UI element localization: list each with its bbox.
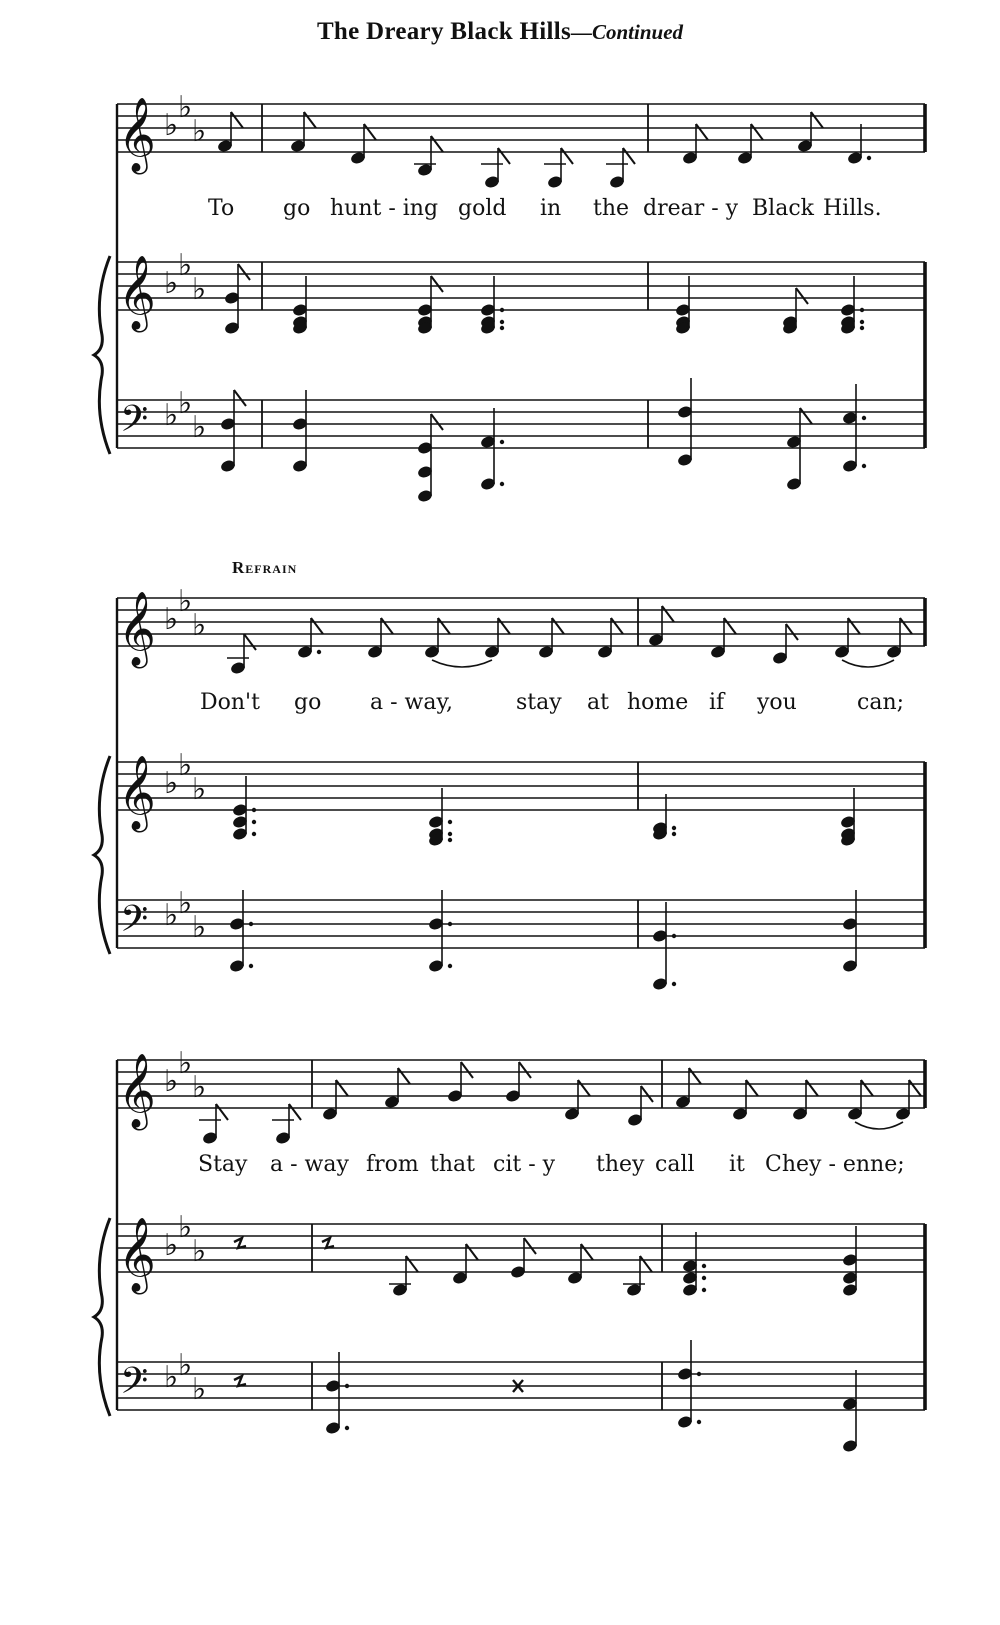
note-flag [289,1104,301,1120]
treble-clef-icon: 𝄞 [118,756,156,830]
augmentation-dot [702,1264,706,1268]
note-flag [406,1256,418,1272]
lyric-syllable: a - way, [370,690,453,715]
lyric-syllable: they [596,1152,645,1177]
note-flag [466,1244,478,1260]
note-flag [746,1080,758,1096]
flat-sign-icon: ♭ [164,898,179,933]
note-flag [519,1062,531,1078]
augmentation-dot [672,832,676,836]
flat-sign-icon: ♭ [192,1070,207,1105]
note-flag [498,148,510,164]
augmentation-dot [448,838,452,842]
note-flag [244,634,256,650]
note-flag [216,1104,228,1120]
flat-sign-icon: ♭ [192,608,207,643]
note-flag [806,1080,818,1096]
augmentation-dot [500,326,504,330]
augmentation-dot [448,832,452,836]
tie [842,660,894,667]
augmentation-dot [252,832,256,836]
augmentation-dot [500,440,504,444]
flat-sign-icon: ♭ [164,108,179,143]
lyric-syllable: in [540,196,562,221]
note-flag [689,1068,701,1084]
lyric-syllable: To [208,196,235,221]
augmentation-dot [697,1372,701,1376]
tie [855,1122,903,1129]
note-flag [381,618,393,634]
lyric-syllable: you [757,690,797,715]
augmentation-dot [500,308,504,312]
treble-clef-icon: 𝄞 [118,98,156,172]
lyric-syllable: cit - y [493,1152,556,1177]
augmentation-dot [867,156,871,160]
lyric-syllable: from [366,1152,419,1177]
augmentation-dot [249,964,253,968]
note-flag [552,618,564,634]
note-flag [900,618,912,634]
augmentation-dot [448,922,452,926]
note-flag [524,1238,536,1254]
note-flag [336,1080,348,1096]
lyric-syllable: the [593,196,630,221]
augmentation-dot [249,922,253,926]
treble-clef-icon: 𝄞 [118,256,156,330]
note-flag [238,264,250,280]
note-flag [796,288,808,304]
song-title: The Dreary Black Hills [316,18,571,45]
lyric-syllable: a - way [270,1152,349,1177]
flat-sign-icon: ♭ [178,248,193,283]
augmentation-dot [448,820,452,824]
flat-sign-icon: ♭ [164,602,179,637]
lyric-syllable: Hills. [823,196,882,221]
augmentation-dot [345,1426,349,1430]
note-flag [800,408,812,424]
flat-sign-icon: ♭ [192,410,207,445]
augmentation-dot [252,808,256,812]
augmentation-dot [500,320,504,324]
augmentation-dot [697,1420,701,1424]
flat-sign-icon: ♭ [178,386,193,421]
continued-label: —Continued [571,20,684,44]
treble-clef-icon: 𝄞 [118,1054,156,1128]
flat-sign-icon: ♭ [192,772,207,807]
lyric-syllable: at [587,690,609,715]
note-flag [311,618,323,634]
note-flag [909,1080,921,1096]
note-flag [578,1080,590,1096]
flat-sign-icon: ♭ [164,398,179,433]
note-flag [696,124,708,140]
augmentation-dot [702,1288,706,1292]
augmentation-dot [252,820,256,824]
note-flag [611,618,623,634]
note-flag [234,390,246,406]
flat-sign-icon: ♭ [178,90,193,125]
flat-sign-icon: ♭ [192,114,207,149]
lyric-syllable: that [430,1152,475,1177]
bass-clef-icon: 𝄢 [120,398,149,449]
note-flag [498,618,510,634]
flat-sign-icon: ♭ [192,910,207,945]
brace [94,756,110,954]
note-flag [398,1068,410,1084]
flat-sign-icon: ♭ [178,584,193,619]
augmentation-dot [862,416,866,420]
flat-sign-icon: ♭ [164,1228,179,1263]
flat-sign-icon: ♭ [178,1046,193,1081]
lyric-syllable: it [729,1152,745,1177]
augmentation-dot [672,934,676,938]
note-flag [662,606,674,622]
treble-clef-icon: 𝄞 [118,592,156,666]
treble-clef-icon: 𝄞 [118,1218,156,1292]
flat-sign-icon: ♭ [192,272,207,307]
note-flag [786,624,798,640]
note-flag [461,1062,473,1078]
lyric-syllable: Stay [198,1152,248,1177]
lyric-syllable: Chey - enne; [765,1152,905,1177]
flat-sign-icon: ♭ [164,766,179,801]
note-flag [431,414,443,430]
augmentation-dot [448,964,452,968]
tie [432,660,492,667]
note-flag [623,148,635,164]
flat-sign-icon: ♭ [178,1210,193,1245]
lyric-syllable: if [709,690,725,715]
note-flag [640,1256,652,1272]
augmentation-dot [702,1276,706,1280]
flat-sign-icon: ♭ [192,1372,207,1407]
brace [94,256,110,454]
lyric-syllable: hunt - ing [330,196,439,221]
refrain-label: Refrain [232,558,298,577]
lyric-syllable: stay [516,690,562,715]
lyric-syllable: home [627,690,689,715]
note-flag [231,112,243,128]
note-flag [431,136,443,152]
note-flag [581,1244,593,1260]
augmentation-dot [672,826,676,830]
lyric-syllable: go [294,690,322,715]
eighth-rest-icon [234,1376,246,1386]
bass-clef-icon: 𝄢 [120,1360,149,1411]
eighth-rest-icon [234,1238,246,1248]
lyric-syllable: Don't [200,690,260,715]
note-flag [811,112,823,128]
flat-sign-icon: ♭ [178,886,193,921]
note-flag [438,618,450,634]
note-flag [751,124,763,140]
augmentation-dot [345,1384,349,1388]
augmentation-dot [860,320,864,324]
augmentation-dot [672,982,676,986]
lyric-syllable: go [283,196,311,221]
lyric-syllable: call [655,1152,695,1177]
note-flag [304,112,316,128]
note-flag [641,1086,653,1102]
note-flag [431,276,443,292]
flat-sign-icon: ♭ [164,1360,179,1395]
lyric-syllable: drear - y [643,196,739,221]
augmentation-dot [860,326,864,330]
augmentation-dot [317,650,321,654]
flat-sign-icon: ♭ [164,266,179,301]
lyric-syllable: can; [857,690,905,715]
bass-clef-icon: 𝄢 [120,898,149,949]
note-flag [848,618,860,634]
note-flag [861,1080,873,1096]
note-flag [724,618,736,634]
flat-sign-icon: ♭ [192,1234,207,1269]
eighth-rest-icon [322,1238,334,1248]
augmentation-dot [500,482,504,486]
note-flag [364,124,376,140]
lyric-syllable: Black [752,196,814,221]
flat-sign-icon: ♭ [178,748,193,783]
brace [94,1218,110,1416]
augmentation-dot [862,464,866,468]
flat-sign-icon: ♭ [178,1348,193,1383]
lyric-syllable: gold [458,196,507,221]
augmentation-dot [860,308,864,312]
note-flag [561,148,573,164]
flat-sign-icon: ♭ [164,1064,179,1099]
